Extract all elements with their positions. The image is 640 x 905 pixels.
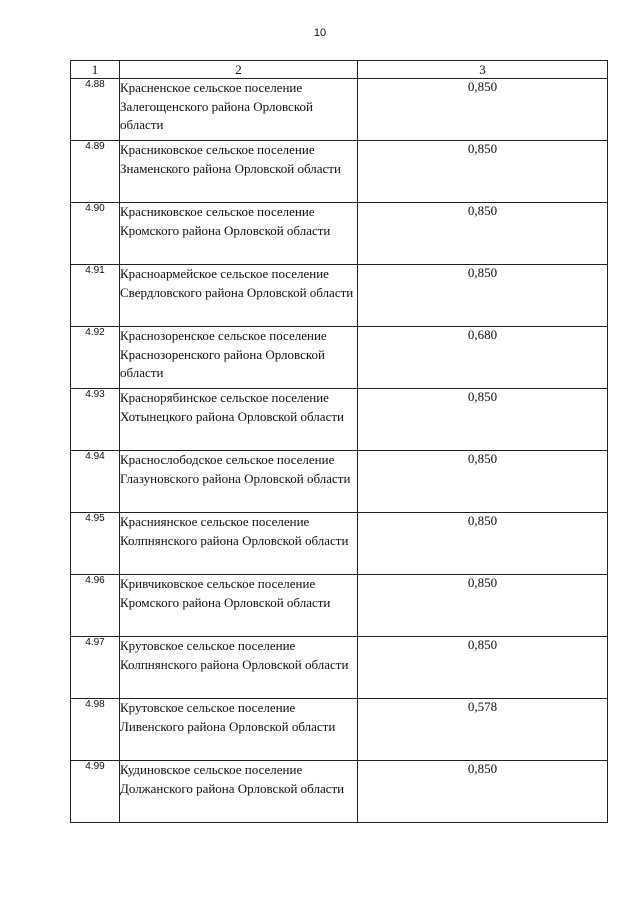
- table-row: [71, 451, 608, 513]
- coefficient-value: 0,850: [358, 203, 608, 265]
- coefficient-value: 0,850: [358, 265, 608, 327]
- table-header-row: [71, 61, 608, 79]
- settlement-name: Крутовское сельское поселение Ливенского района Орловской области: [120, 699, 358, 761]
- settlement-name: Краснозоренское сельское поселение Краснозоренского района Орловской области: [120, 327, 358, 389]
- settlement-name: Кудиновское сельское поселение Должанского района Орловской области: [120, 761, 358, 823]
- coefficient-value: 0,850: [358, 141, 608, 203]
- table-row: [71, 79, 608, 141]
- table-row: [71, 327, 608, 389]
- table-row: [71, 203, 608, 265]
- row-number: 4.91: [71, 265, 120, 327]
- settlement-name: Крутовское сельское поселение Колпнянского района Орловской области: [120, 637, 358, 699]
- table-row: [71, 513, 608, 575]
- settlement-name: Краснорябинское сельское поселение Хотынецкого района Орловской области: [120, 389, 358, 451]
- settlement-name: Красненское сельское поселение Залегощенского района Орловской области: [120, 79, 358, 141]
- row-number: 4.90: [71, 203, 120, 265]
- row-number: 4.96: [71, 575, 120, 637]
- coefficient-value: 0,850: [358, 761, 608, 823]
- row-number: 4.92: [71, 327, 120, 389]
- table-row: [71, 141, 608, 203]
- row-number: 4.97: [71, 637, 120, 699]
- coefficient-value: 0,850: [358, 79, 608, 141]
- header-col-2: 2: [120, 61, 358, 79]
- row-number: 4.98: [71, 699, 120, 761]
- table-row: [71, 637, 608, 699]
- settlement-name: Красниковское сельское поселение Знаменского района Орловской области: [120, 141, 358, 203]
- settlement-name: Красноармейское сельское поселение Свердловского района Орловской области: [120, 265, 358, 327]
- coefficient-value: 0,680: [358, 327, 608, 389]
- header-col-3: 3: [358, 61, 608, 79]
- row-number: 4.89: [71, 141, 120, 203]
- header-col-1: 1: [71, 61, 120, 79]
- table-row: [71, 265, 608, 327]
- table-row: [71, 389, 608, 451]
- page-number: 10: [313, 27, 327, 39]
- table-row: [71, 699, 608, 761]
- settlements-table: [70, 60, 608, 823]
- row-number: 4.95: [71, 513, 120, 575]
- row-number: 4.94: [71, 451, 120, 513]
- coefficient-value: 0,850: [358, 451, 608, 513]
- table-row: [71, 575, 608, 637]
- coefficient-value: 0,850: [358, 389, 608, 451]
- settlement-name: Краснослободское сельское поселение Глазуновского района Орловской области: [120, 451, 358, 513]
- coefficient-value: 0,578: [358, 699, 608, 761]
- settlement-name: Красниянское сельское поселение Колпнянского района Орловской области: [120, 513, 358, 575]
- coefficient-value: 0,850: [358, 513, 608, 575]
- row-number: 4.99: [71, 761, 120, 823]
- row-number: 4.88: [71, 79, 120, 141]
- table-row: [71, 761, 608, 823]
- settlement-name: Кривчиковское сельское поселение Кромского района Орловской области: [120, 575, 358, 637]
- coefficient-value: 0,850: [358, 575, 608, 637]
- row-number: 4.93: [71, 389, 120, 451]
- settlement-name: Красниковское сельское поселение Кромского района Орловской области: [120, 203, 358, 265]
- coefficient-value: 0,850: [358, 637, 608, 699]
